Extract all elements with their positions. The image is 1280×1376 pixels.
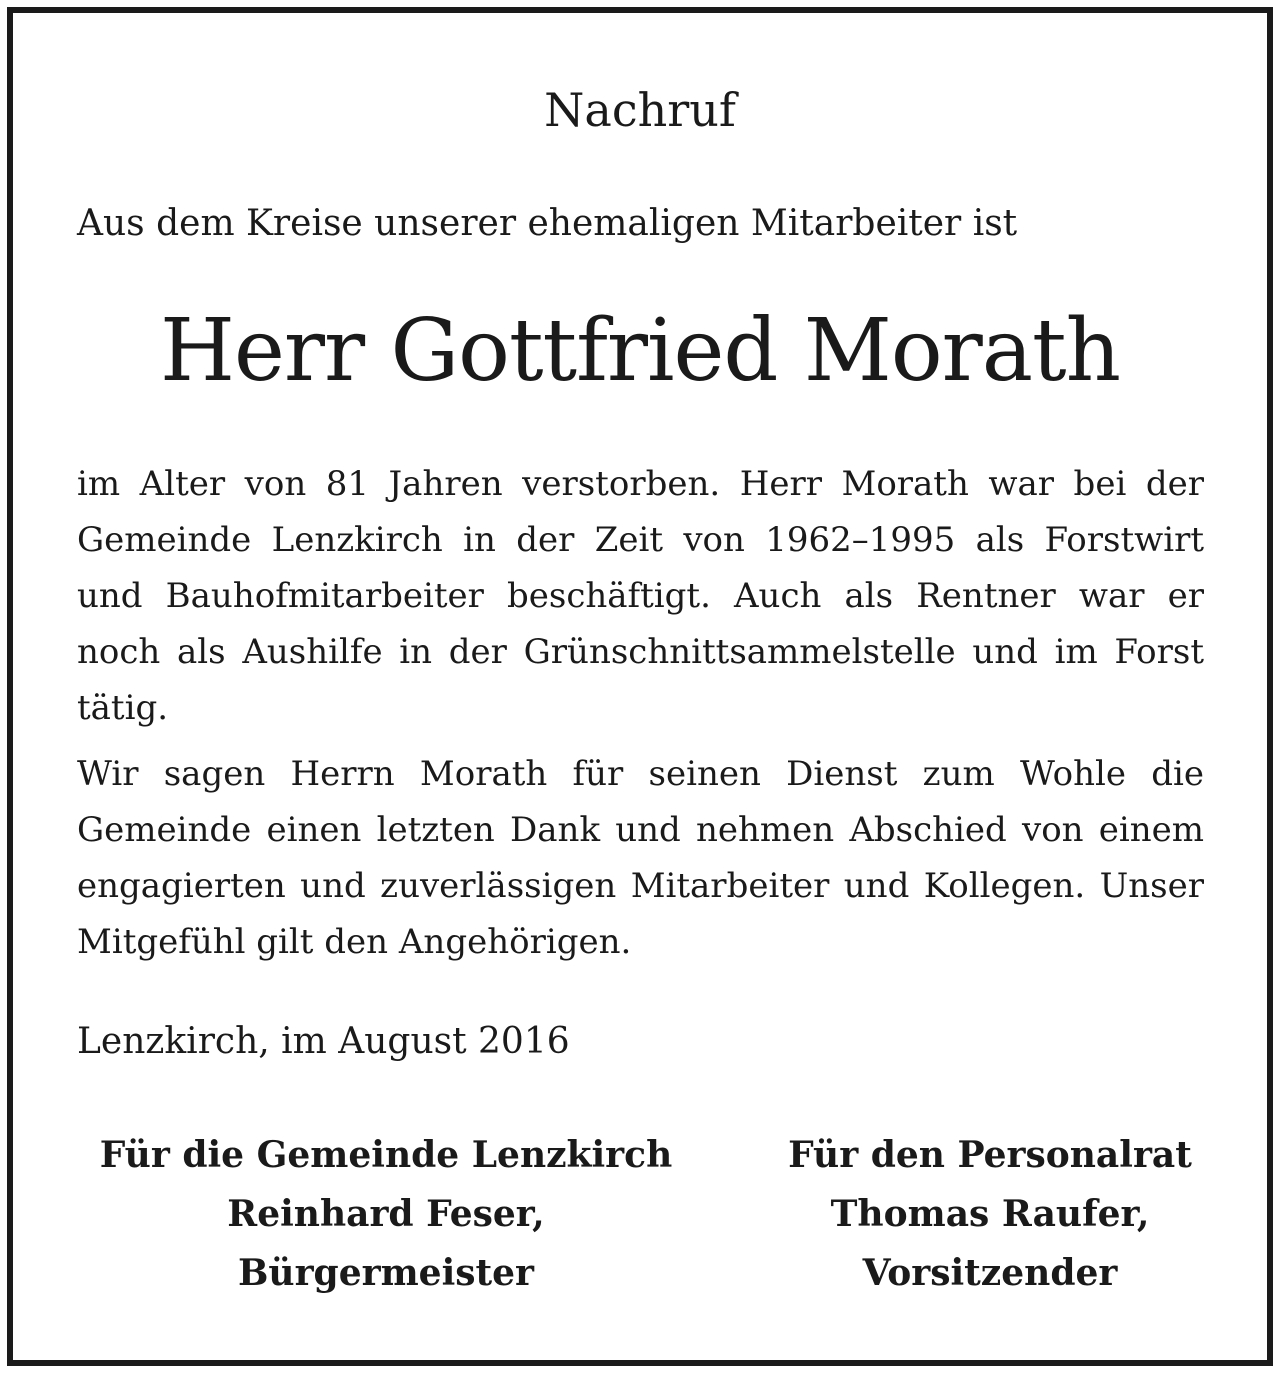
- deceased-name: Herr Gottfried Morath: [160, 301, 1120, 401]
- signature-role: Vorsitzender: [862, 1252, 1118, 1294]
- condolence-paragraph: Wir sagen Herrn Morath für seinen Dienst zum Wohle die Gemeinde einen letzten Dank und nehmen Abschied von einem engagierten und zuverlässigen Mitarbeiter und Kollegen. Unser Mitgefühl gilt den Angehörigen.: [77, 754, 1204, 962]
- signature-name: Reinhard Feser,: [227, 1193, 545, 1235]
- signature-block-municipality: [80, 1126, 692, 1303]
- place-date: Lenzkirch, im August 2016: [77, 1021, 570, 1062]
- notice-title: Nachruf: [544, 83, 736, 137]
- signature-role: Bürgermeister: [237, 1252, 535, 1294]
- biography-paragraph: im Alter von 81 Jahren verstorben. Herr Morath war bei der Gemeinde Lenzkirch in der Zeit von 1962–1995 als Forstwirt und Bauhofmitarbeiter beschäftigt. Auch als Rentner war er noch als Aushilfe in der Grünschnittsammelstelle und im Forst tätig.: [77, 464, 1204, 728]
- signature-name: Thomas Raufer,: [830, 1193, 1150, 1235]
- intro-text: Aus dem Kreise unserer ehemaligen Mitarbeiter ist: [77, 203, 1018, 244]
- signature-organization: Für die Gemeinde Lenzkirch: [99, 1134, 673, 1176]
- signature-organization: Für den Personalrat: [788, 1134, 1192, 1176]
- signature-block-staff-council: [700, 1126, 1280, 1303]
